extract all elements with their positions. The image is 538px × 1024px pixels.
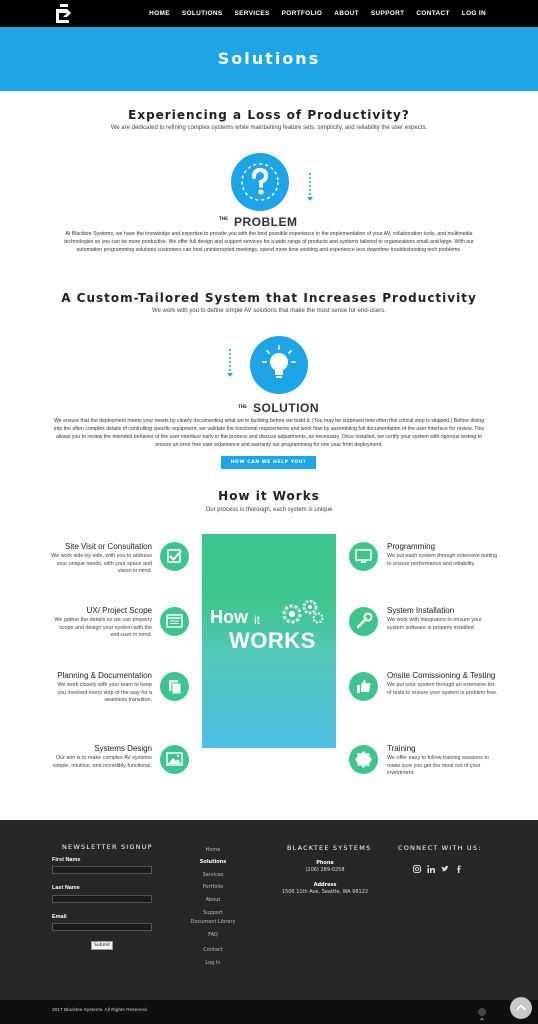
step-programming [387, 542, 499, 568]
nav-portfolio[interactable]: PORTFOLIO [281, 10, 323, 17]
nav-login[interactable]: LOG IN [461, 10, 486, 17]
nav-support[interactable]: SUPPORT [370, 10, 405, 17]
facebook-icon[interactable] [455, 858, 463, 866]
email-field[interactable] [52, 923, 152, 931]
step-desc: We work with integrators to ensure your system software is properly installed. [387, 617, 482, 631]
step-planning [50, 671, 152, 705]
phone-label: Phone [316, 860, 334, 866]
down-dots-arrow [308, 173, 312, 203]
down-dots-arrow [228, 349, 232, 379]
gears-icon [278, 598, 326, 626]
blacktee-logo[interactable] [56, 4, 72, 23]
chevron-up-icon [510, 997, 532, 1019]
step-system-installation [387, 606, 499, 632]
instagram-icon[interactable] [413, 858, 421, 866]
twitter-icon[interactable] [441, 858, 449, 866]
solution-subtitle: We work with you to define simple AV solutions that make the most sense for end-users. [152, 308, 386, 314]
step-title: UX/ Project Scope [86, 606, 152, 615]
step-training [387, 744, 499, 778]
footer-link-services[interactable]: Services [202, 872, 224, 878]
nav-about[interactable]: ABOUT [334, 10, 359, 17]
problem-label: PROBLEM [234, 215, 298, 229]
social-icons [413, 858, 463, 866]
the-label: THE [238, 404, 247, 409]
footer-link-login[interactable]: Log In [205, 960, 221, 966]
nav-contact[interactable]: CONTACT [416, 10, 450, 17]
footer-link-about[interactable]: About [205, 897, 221, 903]
lightbulb-icon [250, 336, 308, 394]
first-name-field[interactable] [52, 866, 152, 874]
step-title: Onsite Comissioning & Testing [387, 671, 496, 680]
how-it-works-graphic [202, 534, 336, 748]
problem-heading: Experiencing a Loss of Productivity? [128, 108, 410, 122]
step-desc: We put each system through extensive testing to ensure performance and reliability. [387, 553, 498, 567]
last-name-label: Last Name [52, 885, 80, 891]
step-title: Planning & Documentation [57, 671, 152, 680]
top-navbar [0, 0, 538, 27]
documents-icon [160, 672, 189, 701]
graphic-it-text: it [254, 613, 260, 627]
linkedin-icon[interactable] [427, 858, 435, 866]
submit-button[interactable]: Submit [91, 941, 113, 950]
nav-home[interactable]: HOME [149, 10, 170, 17]
step-desc: We put your system through an extensive list of tests to ensure your system is problem free. [387, 682, 498, 696]
nav-solutions[interactable]: SOLUTIONS [181, 10, 223, 17]
email-label: Email [52, 914, 67, 920]
solution-label: SOLUTION [253, 401, 319, 415]
footer-link-home[interactable]: Home [205, 847, 221, 853]
problem-subtitle: We are dedicated to refining complex systems while maintaining feature sets, simplicity, and reliability the user expects. [110, 125, 428, 131]
step-desc: We offer easy to follow training sessions to make sure you get the most out of your investment. [387, 755, 489, 776]
step-desc: We work closely with your team to keep you involved every step of the way for a seamless transition. [57, 682, 152, 703]
connect-heading: CONNECT WITH US: [398, 844, 482, 852]
address-text: 1506 11th Ave, Seattle, WA 98122 [281, 889, 369, 895]
step-site-visit [50, 542, 152, 576]
footer-link-faq[interactable]: FAQ [208, 932, 218, 938]
monitor-icon [349, 542, 378, 571]
step-title: Training [387, 744, 416, 753]
footer-link-support[interactable]: Support [203, 910, 223, 916]
last-name-field[interactable] [52, 895, 152, 903]
how-can-we-help-button[interactable]: HOW CAN WE HELP YOU? [221, 456, 316, 469]
copyright-text: 2017 Blacktee Systems. All Rights Reserved. [52, 1008, 148, 1013]
step-title: Systems Design [94, 744, 152, 753]
page-title: Solutions [217, 49, 321, 68]
step-systems-design [50, 744, 152, 770]
step-ux-scope [50, 606, 152, 640]
solution-heading: A Custom-Tailored System that Increases Productivity [61, 291, 477, 305]
question-mark-icon [231, 153, 289, 211]
how-it-works-subtitle: Our process is thorough, each system is unique [205, 507, 333, 513]
step-desc: Our aim is to make complex AV systems simple, intuitive, and incredibly functional. [52, 755, 152, 769]
badge-check-icon [349, 745, 378, 774]
step-desc: We gather the details so we can properly scope and design your system with the end-user in mind. [54, 617, 152, 638]
solution-paragraph: We ensure that the deployment meets your needs by clearly documenting what we're building before we build it. (You may be surprised how often this critical step is skipped.) Before diving into the often complex details of controlling specific equipment, we validate the functional requirements and work flow by assembling full documentation of the user interface for review. This allows you to review the intended behavior of the user interface early in the process and discuss adjustments, as necessary. Once installed, we certify your system with rigorous testing to ensure an error free user experience and warranty our programming for one year from deployment. [53, 418, 485, 448]
scroll-to-top-button[interactable] [510, 997, 532, 1019]
the-label: THE [219, 216, 228, 221]
footer-link-portfolio[interactable]: Portfolio [202, 884, 224, 890]
first-name-label: First Name [52, 857, 81, 863]
step-desc: We work side-by-side, with you to address your unique needs, with your space and vision in mind. [51, 553, 152, 574]
hero-banner [0, 27, 538, 91]
nav-links [149, 0, 486, 27]
footer-link-solutions[interactable]: Solutions [199, 859, 227, 865]
footer-link-contact[interactable]: Contact [203, 947, 223, 953]
step-onsite-commissioning [387, 671, 499, 697]
company-heading: BLACKTEE SYSTEMS [287, 844, 372, 852]
checkbox-icon [160, 542, 189, 571]
thumbs-up-icon [349, 672, 378, 701]
graphic-works-text: WORKS [229, 628, 316, 653]
browser-window-icon [160, 607, 189, 636]
step-title: Site Visit or Consultation [64, 542, 152, 551]
step-title: System Installation [387, 606, 455, 615]
phone-number: (206) 289-0258 [305, 867, 345, 873]
newsletter-heading: NEWSLETTER SIGNUP [62, 843, 153, 851]
footer-link-document-library[interactable]: Document Library [190, 919, 236, 925]
graphic-how-text: How [210, 607, 248, 627]
image-icon [160, 745, 189, 774]
problem-paragraph: At Blacktee Systems, we have the knowledge and expertise to provide you with the best possible experience in the implementation of your AV, collaboration tools, and multimedia technologies so you can be more productive. We offer full design and support services for a wide range of products and systems tailored to organizations small and large. With our automation programming solutions customers can host uninterrupted meetings, spend more time working and experience less downtime troubleshooting tech problems. [64, 231, 474, 253]
wrench-icon [349, 607, 378, 636]
address-label: Address [313, 882, 337, 888]
step-title: Programming [387, 542, 436, 551]
how-it-works-heading: How it Works [218, 489, 320, 503]
chevron-up-icon[interactable] [478, 1008, 486, 1016]
nav-services[interactable]: SERVICES [234, 10, 270, 17]
